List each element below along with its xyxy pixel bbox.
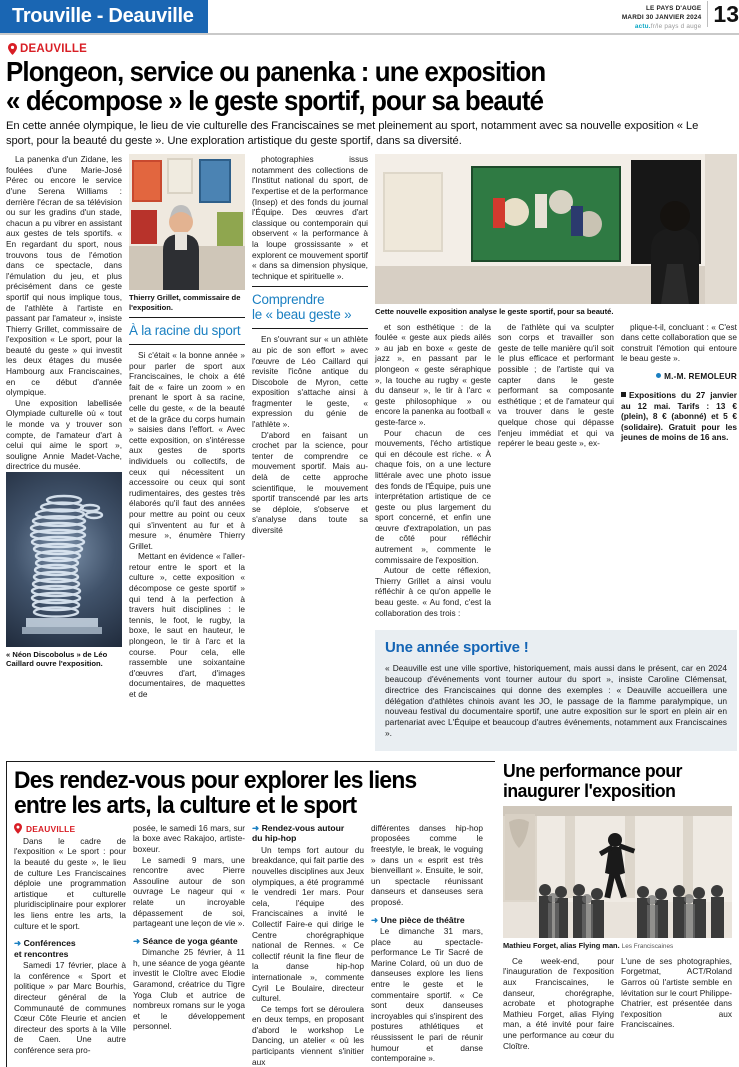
issue-date: MARDI 30 JANVIER 2024 bbox=[621, 14, 702, 21]
paragraph: Samedi 17 février, place à la conférence « Sport et politique » par Marc Bourhis, directeur général de la Communauté de communes Cœur Côte Fleurie et ancien directeur des sports à la Ville de Caen. Une autre conférence sera pro- bbox=[14, 960, 126, 1055]
runhead-line-2: du hip-hop bbox=[252, 833, 297, 844]
paragraph: Un temps fort autour du breakdance, qui fait partie des nouvelles disciplines aux Jeux olympiques, a été programmé le vendredi 1er mars. Pour cela, l'équipe des Franciscaines a invité le Collectif Faire-e qui dirige le Centre chorégraphique national de Rennes. « Ce collectif réunit la fine fleur de la danse hip-hop internationale », commente Cyril Le Boulaire, directeur culturel. bbox=[252, 844, 364, 1004]
subhead-line-1: Comprendre bbox=[252, 292, 325, 308]
byline-text: M.-M. REMOLEUR bbox=[664, 371, 737, 381]
bullet-dot-icon bbox=[656, 373, 661, 378]
article-lower-columns bbox=[375, 322, 737, 619]
secondary-column-3 bbox=[252, 823, 364, 1067]
runhead-label: Une pièce de théâtre bbox=[380, 914, 465, 925]
paragraph: posée, le samedi 16 mars, sur la boxe avec Rakajoo, artiste-boxeur. bbox=[133, 822, 245, 854]
runhead-line-1: Conférences bbox=[23, 938, 76, 949]
arrow-right-icon: ➜ bbox=[133, 935, 141, 946]
runhead bbox=[371, 915, 483, 926]
paragraph: Dans le cadre de l'exposition « Le sport : pour la beauté du geste », le lieu de culture Les Franciscaines déploie une programmation artistique et culturelle pluridisciplinaire pour explorer les liens entre les arts, la culture et le sport. bbox=[14, 835, 126, 931]
secondary-article bbox=[6, 761, 495, 1067]
paragraph: En s'ouvrant sur « un athlète au pic de son effort » avec l'œuvre de Léo Caillard qui revisite l'icône antique du Discobole de Myron, cette exposition s'attache ainsi à fragmenter le geste, « expression du génie de l'athlète ». bbox=[252, 334, 368, 430]
photo-caption: « Néon Discobolus » de Léo Caillard ouvre l'exposition. bbox=[6, 650, 108, 669]
tertiary-column-2 bbox=[621, 956, 732, 1051]
section-subhead bbox=[252, 286, 368, 329]
tertiary-headline-line-2: inaugurer l'exposition bbox=[503, 779, 676, 801]
main-article bbox=[0, 43, 739, 751]
site-suffix: fr/le pays d auge bbox=[650, 23, 702, 30]
secondary-column-2 bbox=[133, 823, 245, 1032]
masthead bbox=[0, 0, 739, 34]
secondary-article-columns bbox=[14, 823, 495, 1067]
tertiary-article bbox=[503, 761, 732, 1067]
article-columns bbox=[6, 154, 737, 751]
photo-caption: Thierry Grillet, commissaire de l'exposition. bbox=[129, 293, 241, 312]
article-column-3 bbox=[252, 154, 368, 535]
publication-name: LE PAYS D'AUGE bbox=[645, 5, 702, 12]
paragraph: L'une de ses photographies, Forgetmat, ACT/Roland Garros où l'artiste semble en lévitation sur le court Philippe-Chatrier, est présentée dans l'exposition aux Franciscaines. bbox=[621, 955, 732, 1030]
page-number: 13 bbox=[707, 1, 739, 27]
practical-info-text: Expositions du 27 janvier au 12 mai. Tarifs : 13 € (plein), 8 € (abonné) et 5 € (solidaire). Gratuit pour les jeunes de moins de 16 ans. bbox=[621, 389, 737, 443]
secondary-column-1 bbox=[14, 823, 126, 1056]
article-column-2 bbox=[129, 154, 245, 699]
paragraph: Dimanche 25 février, à 11 h, une séance de yoga géante investit le Cloître avec Elodie Garamond, créatrice du Tigre Yoga Club et autrice de nombreux romans sur le yoga et le développement personnel. bbox=[133, 947, 245, 1032]
location-pin-icon bbox=[8, 43, 17, 55]
paragraph: Une exposition labellisée Olympiade culturelle où « tout le monde va y trouver son compte, de l'amateur d'art à celui qui aime le sport », souligne Annie Madet-Vache, directrice du musée. bbox=[6, 397, 122, 472]
photo-caption bbox=[503, 941, 732, 951]
section-tab[interactable]: Trouville - Deauville bbox=[0, 0, 208, 34]
arrow-right-icon: ➜ bbox=[252, 822, 260, 833]
article-column-1 bbox=[6, 154, 122, 669]
flying-man-performance-photo bbox=[503, 806, 732, 938]
secondary-article-title bbox=[14, 768, 471, 818]
arrow-right-icon: ➜ bbox=[14, 938, 22, 949]
masthead-divider bbox=[0, 33, 739, 35]
paragraph: de l'athlète qui va sculpter son corps et travailler son geste de telle manière qu'il soit le plus efficace et performant possible ; de l'artiste qui va capter dans le geste performant sa composante esthétique ; et de l'amateur qui va trouver dans le geste quelque chose qui dépasse l'enjeu immédiat et qui va repérer le beau geste », ex- bbox=[498, 321, 614, 449]
paragraph: Le samedi 9 mars, une rencontre avec Pierre Assouline autour de son ouvrage Le nageur qui « relate un incroyable dépassement de soi, partageant une leçon de vie ». bbox=[133, 854, 245, 929]
section-subhead: À la racine du sport bbox=[129, 317, 245, 345]
tertiary-article-title bbox=[503, 761, 721, 801]
secondary-kicker bbox=[14, 823, 126, 835]
photo-credit: Les Franciscaines bbox=[621, 942, 674, 950]
paragraph: et son esthétique : de la foulée « geste aux pieds ailés » au jab en boxe « geste de jazz », en passant par le plongeon « geste séraphique », la touche au rugby « geste du danseur », le tir à l'arc « geste philosophique » ou encore la panenka au football « geste-farce ». bbox=[375, 321, 491, 427]
runhead-line-2: et rencontres bbox=[14, 948, 69, 959]
paragraph: Mettant en évidence « l'aller-retour entre le sport et la culture », cette exposition « décompose ce geste sportif » qui tend à la perfection à travers huit disciplines : le tennis, le foot, le rugby, la boxe, le saut en hauteur, le plongeon, le tir à l'arc et la course. Pour cela, elle rassemble une soixantaine d'œuvres d'art, d'images documentaires, de maquettes et de bbox=[129, 551, 245, 699]
exhibition-view-photo bbox=[375, 154, 737, 304]
bottom-section bbox=[0, 761, 739, 1067]
article-kicker bbox=[8, 43, 733, 55]
paragraph: différentes danses hip-hop proposées comme le freestyle, le break, le voguing » dans un « esprit est très bienveillant ». Ensuite, le soir, un spectacle réunissant danseurs et danseuses sera proposé. bbox=[371, 822, 483, 907]
kicker-label: DEAUVILLE bbox=[20, 43, 87, 55]
page-title bbox=[6, 57, 689, 115]
photo-caption: Cette nouvelle exposition analyse le geste sportif, pour sa beauté. bbox=[375, 307, 614, 317]
paragraph: Le dimanche 31 mars, place au spectacle-performance Le Tir Sacré de Marine Colard, où un duo de danseuses explore les liens entre le geste et le commentaire sportif. « Ce sont deux danseuses incroyables qui s'inspirent des postures athlétiques et réussissent le pari de réunir humour et danse contemporaine ». bbox=[371, 926, 483, 1064]
square-bullet-icon bbox=[621, 392, 626, 397]
tertiary-columns bbox=[503, 956, 732, 1051]
paragraph: La panenka d'un Zidane, les foulées d'une Marie-José Pérec ou encore le service d'une Serena Williams : derrière l'écran de sa télévision ou sur les gradins d'un stade, chacun a pu vibrer en assistant aux gestes de tels sportifs. « En regardant du sport, nous trouvons tous de l'émotion dans ce spectacle, dans l'émulation du jeu, et plus précisément dans ce geste sportif qui nous implique tous, de l'athlète à l'artiste en passant par l'amateur », insiste Thierry Grillet, commissaire de l'exposition « Le sport, pour la beauté du geste » qui investit les deux étages du musée Hambourg aux Franciscaines, en ce début d'année olympique. bbox=[6, 154, 122, 398]
neon-discobolus-photo bbox=[6, 472, 122, 647]
byline bbox=[621, 372, 737, 381]
infobox-title: Une année sportive ! bbox=[385, 639, 529, 657]
secondary-column-4 bbox=[371, 823, 483, 1064]
sidebar-infobox bbox=[375, 630, 737, 751]
runhead bbox=[14, 938, 126, 959]
article-column-6 bbox=[621, 322, 737, 443]
article-standfirst: En cette année olympique, le lieu de vie culturelle des Franciscaines se met pleinement au sport, notamment avec sa nouvelle exposition « Le sport, pour la beauté du geste ». Une exploration artistique du geste sportif, dans sa diversité. bbox=[6, 120, 699, 147]
thierry-grillet-photo bbox=[129, 154, 245, 290]
headline-line-1: Plongeon, service ou panenka : une exposition bbox=[6, 56, 546, 87]
runhead bbox=[252, 823, 364, 844]
paragraph: plique-t-il, concluant : « C'est dans cette collaboration que se construit l'émotion qui entoure le beau geste ». bbox=[621, 321, 737, 364]
article-column-4 bbox=[375, 322, 491, 619]
practical-info bbox=[621, 390, 737, 443]
kicker-label: DEAUVILLE bbox=[26, 823, 76, 834]
article-column-5 bbox=[498, 322, 614, 449]
paragraph: Autour de cette réflexion, Thierry Grillet a ainsi voulu réfléchir à ce qu'on appelle le beau geste. « Au fond, c'est la collaboration des trois : bbox=[375, 565, 491, 618]
headline-line-2: « décompose » le geste sportif, pour sa beauté bbox=[6, 85, 544, 116]
masthead-text-block bbox=[622, 0, 702, 31]
tertiary-headline-line-1: Une performance pour bbox=[503, 759, 682, 781]
paragraph: D'abord en faisant un crochet par la science, pour tenter de comprendre ce mouvement sportif. Mais au-delà de cette approche scientifique, le mouvement sportif transcendé par les arts se déploie, s'observe et s'analyse dans toute sa diversité bbox=[252, 429, 368, 535]
subhead-line-2: le « beau geste » bbox=[252, 307, 352, 323]
tertiary-column-1 bbox=[503, 956, 614, 1051]
location-pin-icon bbox=[14, 823, 23, 835]
arrow-right-icon: ➜ bbox=[371, 914, 379, 925]
masthead-meta bbox=[622, 0, 739, 31]
site-brand: actu. bbox=[634, 23, 651, 30]
paragraph: Ce temps fort se déroulera en deux temps, en proposant d'abord le workshop Le Dancing, un atelier « où les participants viennent s'initier aux bbox=[252, 1003, 364, 1067]
website-line[interactable] bbox=[622, 22, 702, 31]
paragraph: Ce week-end, pour l'inauguration de l'exposition aux Franciscaines, le danseur, chorégraphe, acrobate et photographe Mathieu Forget, alias Flying man, a été invité pour faire une performance au cœur du Cloître. bbox=[503, 955, 614, 1051]
infobox-body: « Deauville est une ville sportive, historiquement, mais aussi dans le présent, car en 2024 beaucoup d'événements vont tourner autour du sport », insiste Caroline Clémensat, directrice des Franciscaines qui donne des exemples : « Deauville accueillera une délégation d'athlètes chinois avant les JO, le passage de la flamme paralympique, un nouveau festival du documentaire sportif, une autre exposition sur le sport en plein air en partenariat avec L'Équipe et beaucoup d'autres événements, notamment aux Franciscaines ». bbox=[385, 663, 727, 738]
runhead bbox=[133, 936, 245, 947]
article-right-block bbox=[375, 154, 737, 751]
paragraph: Pour chacun de ces mouvements, l'écho artistique qui en découle est riche. « À chaque fois, on a une lecture littérale avec une photo issue des fonds de l'Équipe, puis une interprétation artistique de ce geste ou plus largement du sport concerné, et enfin une œuvre d'extrapolation, un pas de côté pour réfléchir autrement », commente le commissaire de l'exposition. bbox=[375, 427, 491, 565]
paragraph: photographies issus notamment des collections de l'Institut national du sport, de l'expertise et de la performance (Insep) et des fonds du journal l'Équipe. Des œuvres d'art classique ou contemporain qui observent « la performance à la loupe grossissante » et explorent ce mouvement sportif « dans sa dimension physique, technique et spirituelle ». bbox=[252, 154, 368, 281]
runhead-line-1: Rendez-vous autour bbox=[261, 822, 345, 833]
runhead-label: Séance de yoga géante bbox=[142, 935, 238, 946]
paragraph: Si c'était « la bonne année » pour parler de sport aux Franciscaines, le choix a été fait de « faire un zoom » en prenant le sport à sa racine, celle du geste, « de la beauté et de la grâce du corps humain » saisies dans l'effort. « Avec cette exposition, on s'intéresse aux gestes de sports individuels ou collectifs, de ceux qui nécessitent un accessoire ou ceux qui sont rudimentaires, des gestes très élaborés qu'il faut des années pour mettre au point ou ceux qui s'inventent au fur et à mesure », énumère Thierry Grillet. bbox=[129, 350, 245, 551]
caption-text: Mathieu Forget, alias Flying man. bbox=[503, 940, 620, 950]
secondary-headline-line-2: entre les arts, la culture et le sport bbox=[14, 791, 357, 819]
secondary-headline-line-1: Des rendez-vous pour explorer les liens bbox=[14, 766, 417, 794]
